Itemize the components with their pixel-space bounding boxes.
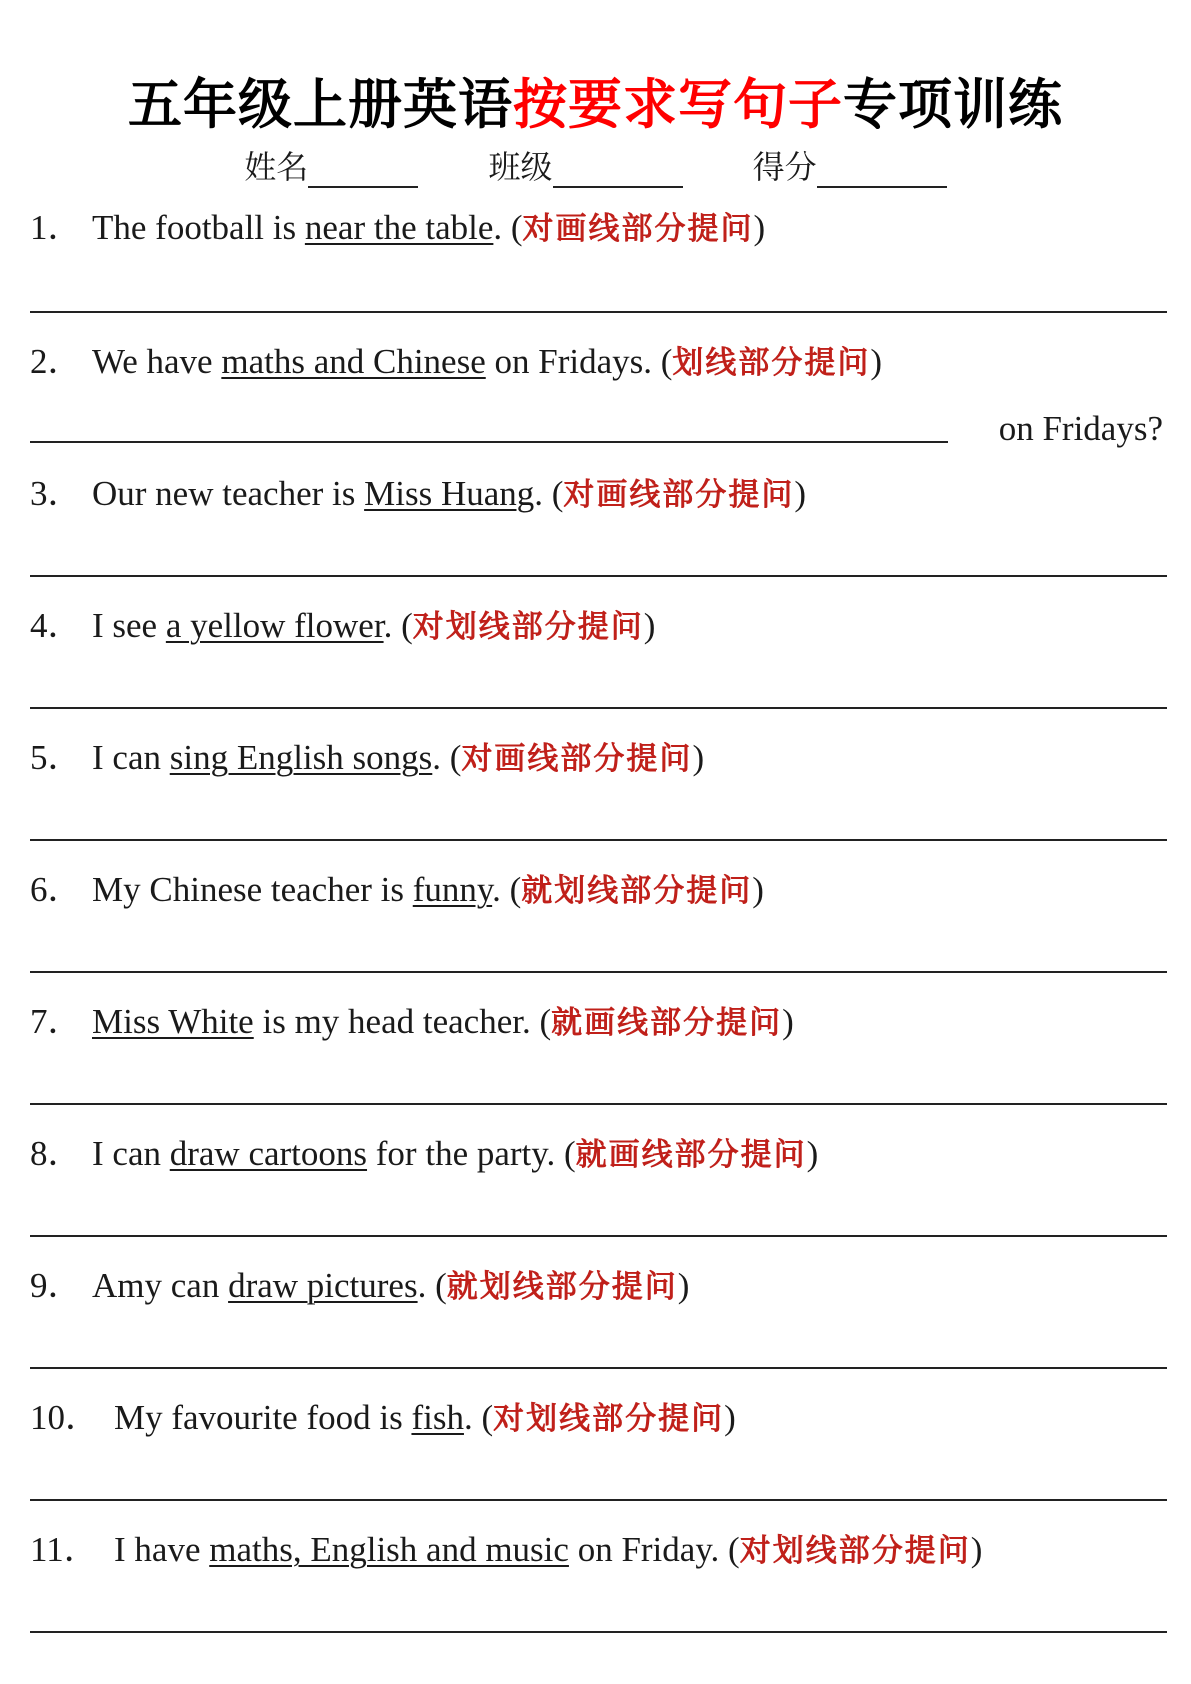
instruction-hint: 就画线部分提问: [575, 1137, 807, 1173]
close-paren: ): [870, 342, 883, 381]
close-paren: ): [753, 208, 766, 247]
sentence-before: I can: [92, 1134, 170, 1173]
sentence-before: The football is: [92, 208, 305, 247]
question-item: [30, 1396, 736, 1440]
close-paren: ): [970, 1530, 983, 1569]
answer-line[interactable]: [30, 441, 948, 443]
question-number: 3．: [30, 474, 83, 513]
question-number: 9．: [30, 1266, 83, 1305]
sentence-before: My Chinese teacher is: [92, 870, 413, 909]
answer-line[interactable]: [30, 1367, 1167, 1369]
question-number: 11．: [30, 1530, 99, 1569]
question-item: [30, 1264, 689, 1308]
answer-line[interactable]: [30, 707, 1167, 709]
title-part-3: 专项训练: [843, 73, 1063, 136]
sentence-after: . (: [534, 474, 564, 513]
underlined-part: draw pictures: [228, 1266, 418, 1305]
sentence-after: . (: [493, 208, 523, 247]
sentence-before: I can: [92, 738, 170, 777]
sentence-after: . (: [492, 870, 522, 909]
instruction-hint: 对画线部分提问: [461, 741, 693, 777]
instruction-hint: 就画线部分提问: [551, 1005, 783, 1041]
sentence-after: for the party. (: [367, 1134, 576, 1173]
sentence-after: . (: [463, 1398, 494, 1437]
question-number: 4．: [30, 606, 83, 645]
sentence-after: . (: [417, 1266, 447, 1305]
answer-line[interactable]: [30, 311, 1167, 313]
answer-tail: on Fridays?: [998, 409, 1163, 448]
question-number: 6．: [30, 870, 83, 909]
student-info-row: [0, 142, 1191, 188]
answer-line[interactable]: [30, 1103, 1167, 1105]
score-blank[interactable]: [817, 156, 947, 188]
question-item: [30, 1132, 818, 1176]
question-item: [30, 736, 704, 780]
question-number: 1．: [30, 208, 83, 247]
close-paren: ): [677, 1266, 690, 1305]
worksheet-title: [0, 62, 1191, 139]
sentence-before: I have: [114, 1530, 210, 1569]
underlined-part: fish: [411, 1398, 464, 1437]
instruction-hint: 对画线部分提问: [522, 211, 754, 247]
question-number: 7．: [30, 1002, 83, 1041]
underlined-part: near the table: [304, 208, 494, 247]
close-paren: ): [692, 738, 705, 777]
question-item: [30, 472, 806, 516]
title-highlight: 按要求写句子: [513, 73, 843, 136]
underlined-part: maths and Chinese: [221, 342, 486, 381]
name-label: 姓名: [244, 148, 309, 186]
underlined-part: Miss White: [92, 1002, 254, 1041]
close-paren: ): [643, 606, 656, 645]
sentence-after: . (: [432, 738, 462, 777]
underlined-part: a yellow flower: [165, 606, 384, 645]
answer-line[interactable]: [30, 1499, 1167, 1501]
sentence-before: Our new teacher is: [92, 474, 365, 513]
answer-line[interactable]: [30, 575, 1167, 577]
class-field[interactable]: [488, 142, 682, 188]
close-paren: ): [752, 870, 764, 909]
answer-line[interactable]: [30, 1235, 1167, 1237]
name-field[interactable]: [244, 142, 418, 188]
instruction-hint: 划线部分提问: [672, 345, 871, 381]
underlined-part: draw cartoons: [169, 1134, 368, 1173]
question-item: [30, 1000, 794, 1044]
question-number: 5．: [30, 738, 83, 777]
score-field[interactable]: [753, 142, 947, 188]
underlined-part: funny: [412, 870, 493, 909]
underlined-part: Miss Huang: [364, 474, 535, 513]
instruction-hint: 就划线部分提问: [446, 1269, 678, 1305]
close-paren: ): [806, 1134, 819, 1173]
instruction-hint: 对画线部分提问: [563, 477, 795, 513]
close-paren: ): [724, 1398, 736, 1437]
instruction-hint: 对划线部分提问: [493, 1401, 725, 1437]
sentence-after: on Friday. (: [568, 1530, 740, 1569]
close-paren: ): [794, 474, 807, 513]
question-item: [30, 206, 765, 250]
instruction-hint: 就划线部分提问: [521, 873, 753, 909]
class-label: 班级: [488, 148, 553, 186]
question-number: 8．: [30, 1134, 83, 1173]
question-number: 2．: [30, 342, 83, 381]
title-part-1: 五年级上册英语: [128, 73, 513, 136]
question-item: [30, 1528, 982, 1572]
question-item: [30, 604, 655, 648]
instruction-hint: 对划线部分提问: [412, 609, 644, 645]
underlined-part: sing English songs: [169, 738, 433, 777]
score-label: 得分: [752, 148, 817, 186]
sentence-after: on Fridays. (: [485, 342, 673, 381]
question-number: 10．: [30, 1398, 101, 1437]
sentence-before: I see: [92, 606, 166, 645]
answer-line[interactable]: [30, 1631, 1167, 1633]
name-blank[interactable]: [308, 156, 418, 188]
close-paren: ): [782, 1002, 794, 1041]
underlined-part: maths, English and music: [209, 1530, 569, 1569]
question-item: [30, 340, 882, 384]
sentence-after: . (: [383, 606, 413, 645]
sentence-after: is my head teacher. (: [253, 1002, 552, 1041]
sentence-before: We have: [92, 342, 222, 381]
answer-line[interactable]: [30, 839, 1167, 841]
instruction-hint: 对划线部分提问: [739, 1533, 971, 1569]
sentence-before: My favourite food is: [114, 1398, 412, 1437]
question-item: [30, 868, 764, 912]
class-blank[interactable]: [553, 156, 683, 188]
answer-line[interactable]: [30, 971, 1167, 973]
sentence-before: Amy can: [92, 1266, 229, 1305]
